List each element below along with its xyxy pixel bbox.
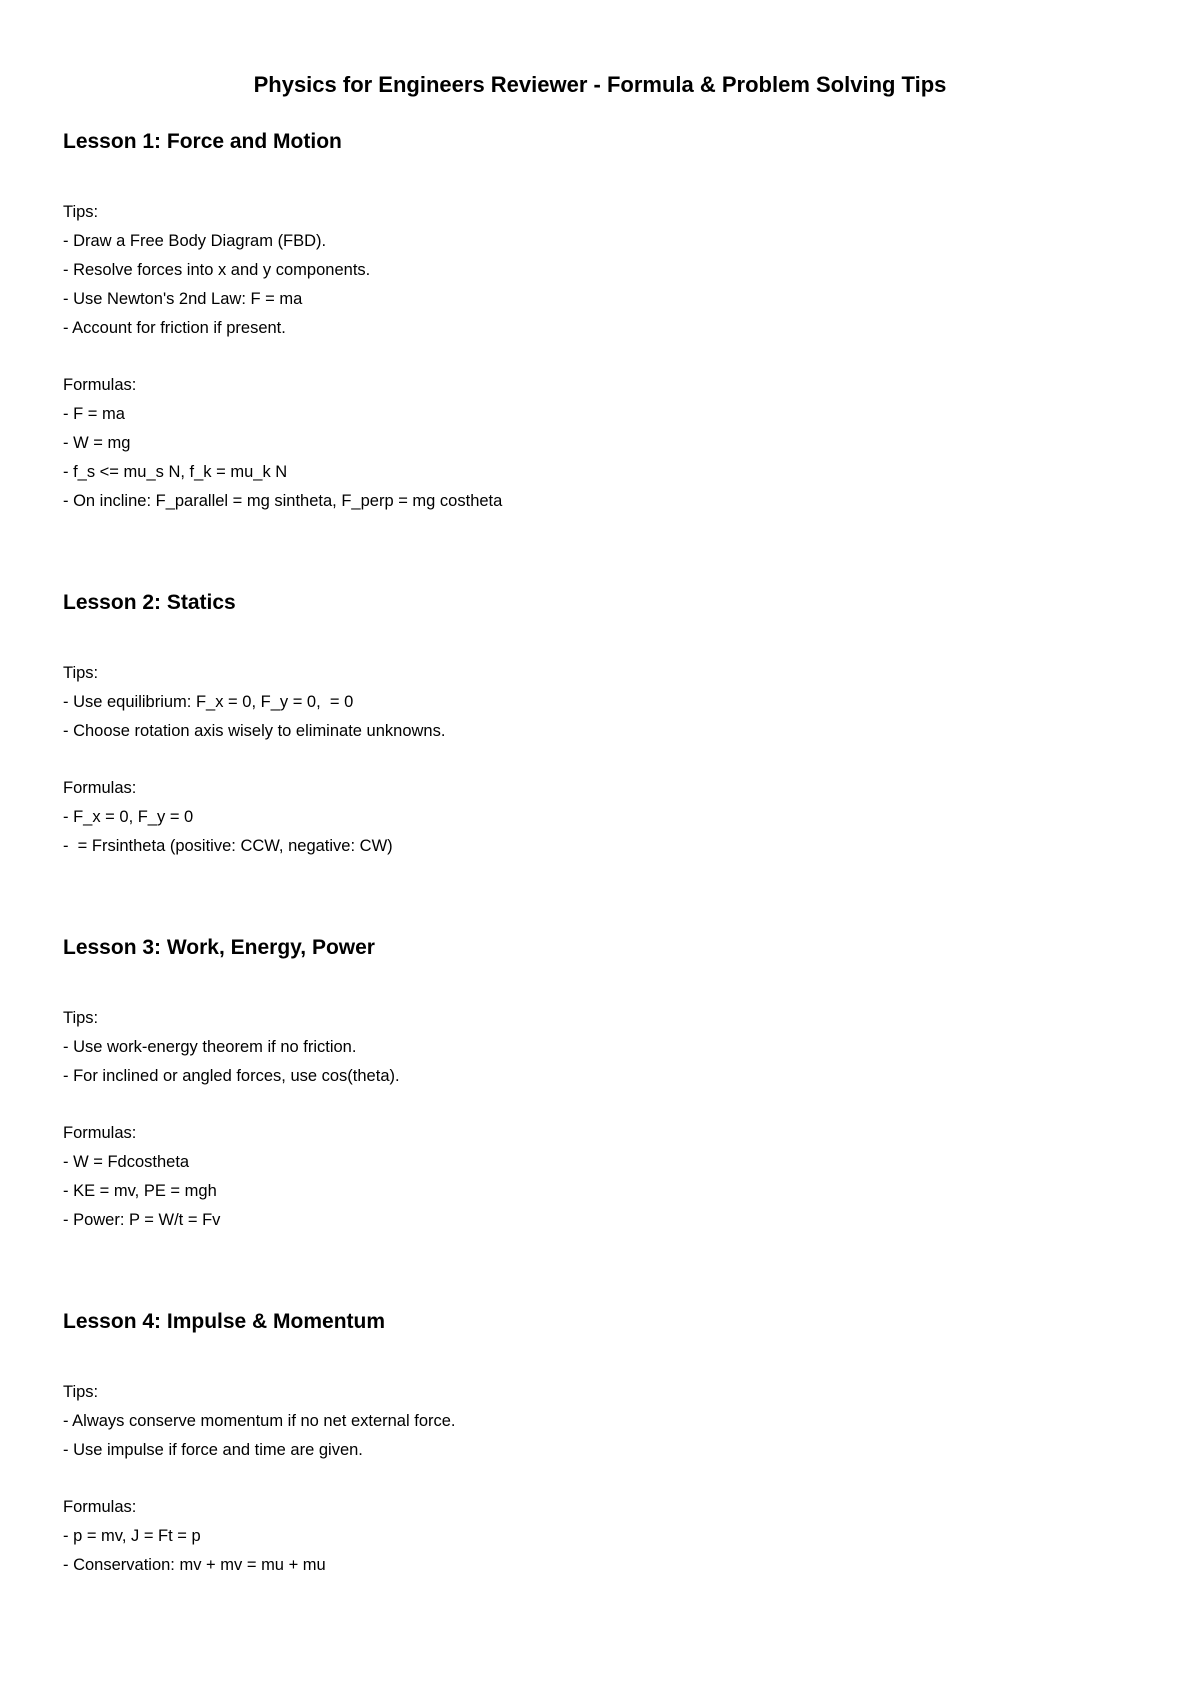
formulas-label: Formulas: <box>63 1124 137 1142</box>
formulas-label: Formulas: <box>63 1498 137 1516</box>
formula-item: - = Frsintheta (positive: CCW, negative: CW) <box>63 837 393 855</box>
formula-item: - F_x = 0, F_y = 0 <box>63 808 194 826</box>
tip-item: - Always conserve momentum if no net external force. <box>63 1412 456 1430</box>
formulas-list <box>63 1522 1143 1580</box>
tips-label: Tips: <box>63 1009 99 1027</box>
tips-list <box>63 1407 1143 1465</box>
tips-list <box>63 688 1143 746</box>
tips-label: Tips: <box>63 203 99 221</box>
tip-item: - Use impulse if force and time are given. <box>63 1441 363 1459</box>
lesson-section <box>63 934 1143 1235</box>
formulas-list <box>63 1148 1143 1235</box>
lesson-section <box>63 1308 1143 1580</box>
formulas-list <box>63 400 1143 516</box>
lesson-section <box>63 128 1143 516</box>
lesson-heading: Lesson 1: Force and Motion <box>63 130 342 153</box>
tip-item: - Use equilibrium: F_x = 0, F_y = 0, = 0 <box>63 693 354 711</box>
tip-item: - Draw a Free Body Diagram (FBD). <box>63 232 327 250</box>
tips-list <box>63 227 1143 343</box>
formula-item: - On incline: F_parallel = mg sintheta, F_perp = mg costheta <box>63 492 503 510</box>
tip-item: - Account for friction if present. <box>63 319 286 337</box>
formula-item: - W = Fdcostheta <box>63 1153 190 1171</box>
formula-item: - Conservation: mv + mv = mu + mu <box>63 1556 326 1574</box>
formula-item: - W = mg <box>63 434 131 452</box>
formula-item: - Power: P = W/t = Fv <box>63 1211 221 1229</box>
lesson-heading: Lesson 3: Work, Energy, Power <box>63 936 375 959</box>
lesson-heading: Lesson 4: Impulse & Momentum <box>63 1310 386 1333</box>
lesson-heading: Lesson 2: Statics <box>63 591 236 614</box>
lesson-section <box>63 589 1143 861</box>
formula-item: - F = ma <box>63 405 125 423</box>
tip-item: - Use Newton's 2nd Law: F = ma <box>63 290 303 308</box>
tip-item: - Resolve forces into x and y components. <box>63 261 371 279</box>
tip-item: - Choose rotation axis wisely to eliminate unknowns. <box>63 722 446 740</box>
tip-item: - For inclined or angled forces, use cos(theta). <box>63 1067 400 1085</box>
tip-item: - Use work-energy theorem if no friction. <box>63 1038 357 1056</box>
formulas-label: Formulas: <box>63 376 137 394</box>
formula-item: - KE = mv, PE = mgh <box>63 1182 217 1200</box>
tips-list <box>63 1033 1143 1091</box>
formulas-label: Formulas: <box>63 779 137 797</box>
formulas-list <box>63 803 1143 861</box>
tips-label: Tips: <box>63 1383 99 1401</box>
formula-item: - p = mv, J = Ft = p <box>63 1527 201 1545</box>
document-title: Physics for Engineers Reviewer - Formula & Problem Solving Tips <box>253 72 947 97</box>
formula-item: - f_s <= mu_s N, f_k = mu_k N <box>63 463 288 481</box>
tips-label: Tips: <box>63 664 99 682</box>
